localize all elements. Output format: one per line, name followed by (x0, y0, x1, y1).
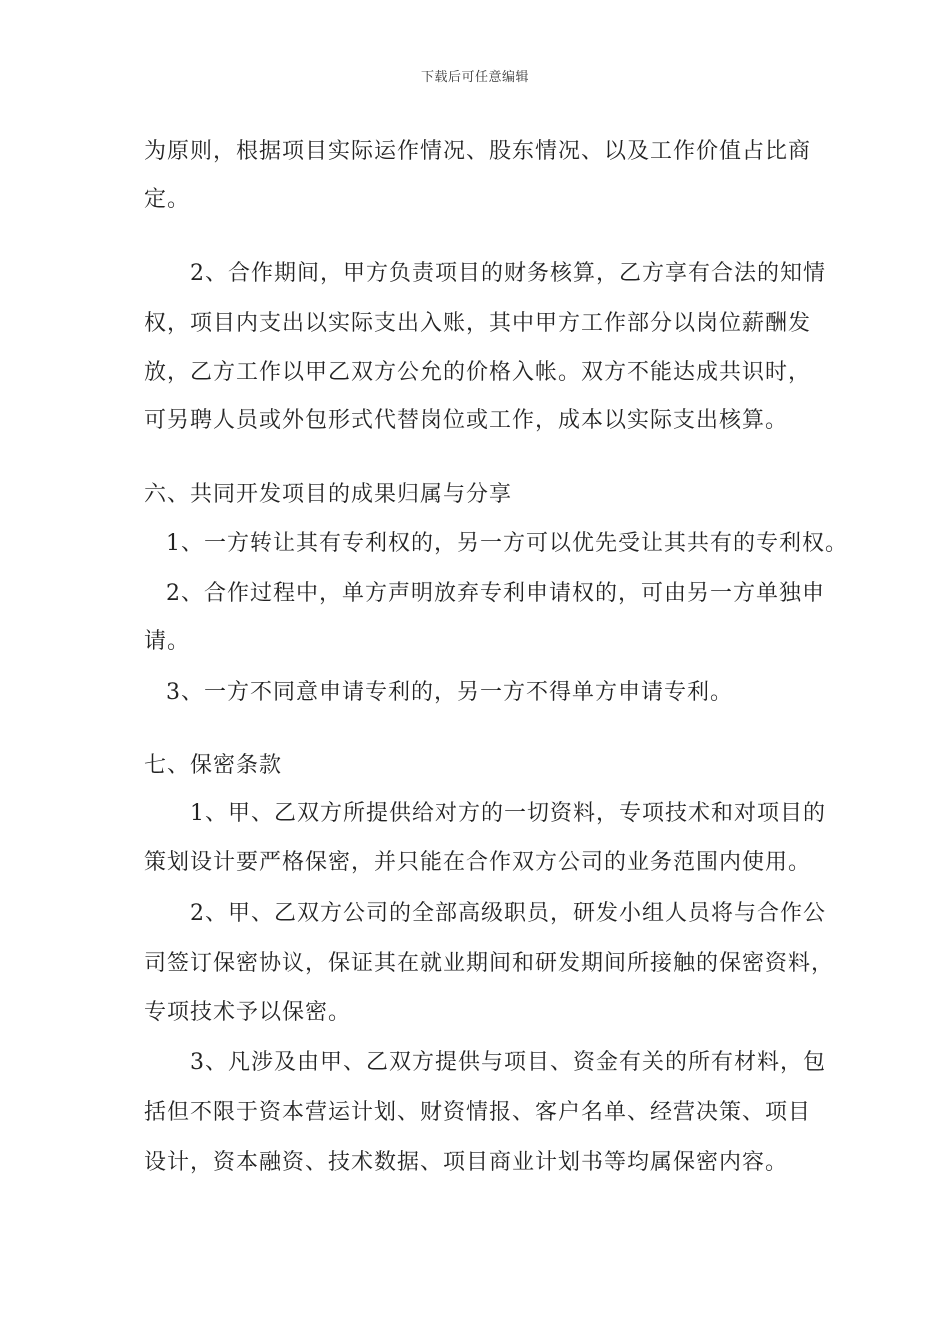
header-note: 下载后可任意编辑 (420, 70, 529, 85)
paragraph-line: 括但不限于资本营运计划、财资情报、客户名单、经营决策、项目 (144, 1100, 812, 1125)
paragraph-line: 为原则，根据项目实际运作情况、股东情况、以及工作价值占比商 (144, 139, 812, 164)
paragraph-line: 放，乙方工作以甲乙双方公允的价格入帐。双方不能达成共识时， (144, 360, 812, 385)
paragraph-line: 2、合作过程中，单方声明放弃专利申请权的，可由另一方单独申 (166, 581, 825, 606)
paragraph-line: 1、一方转让其有专利权的，另一方可以优先受让其共有的专利权。 (166, 531, 848, 556)
paragraph-line: 1、甲、乙双方所提供给对方的一切资料，专项技术和对项目的 (190, 801, 826, 826)
paragraph-line: 可另聘人员或外包形式代替岗位或工作，成本以实际支出核算。 (144, 408, 789, 433)
paragraph-line: 2、甲、乙双方公司的全部高级职员，研发小组人员将与合作公 (190, 901, 826, 926)
paragraph-line: 2、合作期间，甲方负责项目的财务核算，乙方享有合法的知情 (190, 261, 826, 286)
paragraph-line: 策划设计要严格保密，并只能在合作双方公司的业务范围内使用。 (144, 850, 812, 875)
paragraph-line: 设计，资本融资、技术数据、项目商业计划书等均属保密内容。 (144, 1150, 789, 1175)
paragraph-line: 专项技术予以保密。 (144, 1000, 352, 1025)
paragraph-line: 定。 (144, 187, 191, 212)
paragraph-line: 3、凡涉及由甲、乙双方提供与项目、资金有关的所有材料，包 (190, 1050, 826, 1075)
section-heading: 六、共同开发项目的成果归属与分享 (144, 482, 513, 507)
paragraph-line: 请。 (144, 629, 191, 654)
paragraph-line: 司签订保密协议，保证其在就业期间和研发期间所接触的保密资料， (144, 951, 835, 976)
paragraph-line: 3、一方不同意申请专利的，另一方不得单方申请专利。 (166, 680, 733, 705)
section-heading: 七、保密条款 (144, 753, 283, 778)
paragraph-line: 权，项目内支出以实际支出入账，其中甲方工作部分以岗位薪酬发 (144, 311, 812, 336)
